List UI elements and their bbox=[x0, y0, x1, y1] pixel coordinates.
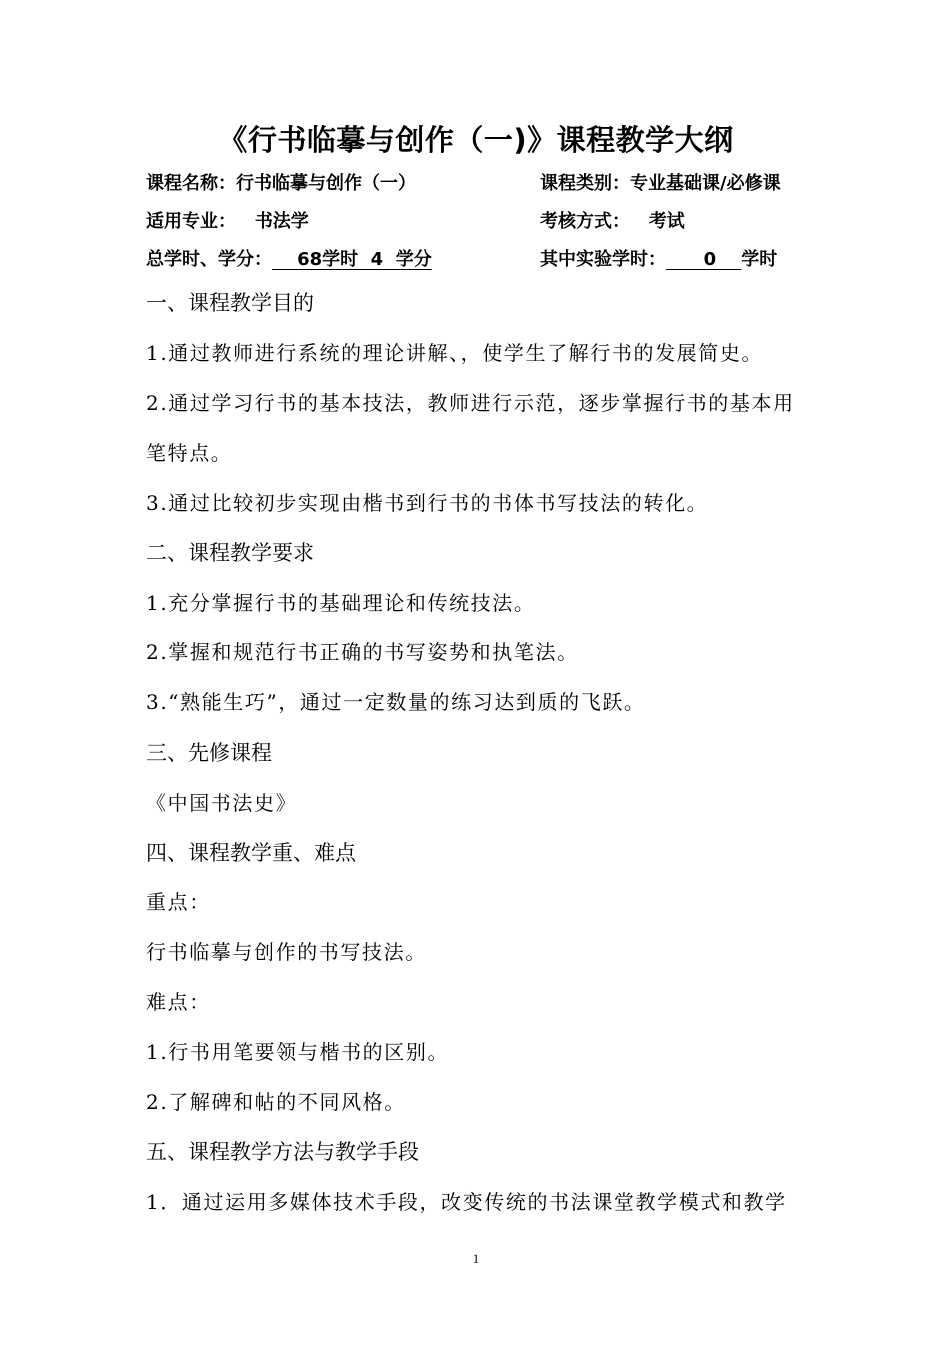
paragraph: 1.通过教师进行系统的理论讲解、，使学生了解行书的发展简史。 bbox=[146, 341, 764, 365]
paragraph: 2.了解碑和帖的不同风格。 bbox=[146, 1090, 406, 1114]
section-heading: 二、课程教学要求 bbox=[146, 541, 314, 565]
paragraph: 1．通过运用多媒体技术手段，改变传统的书法课堂教学模式和教学 bbox=[146, 1190, 787, 1214]
section-heading: 五、课程教学方法与教学手段 bbox=[146, 1140, 419, 1164]
course-name-label: 课程名称： bbox=[146, 173, 236, 194]
lab-hours-row bbox=[540, 246, 777, 274]
course-name-row bbox=[146, 170, 416, 198]
paragraph: 《中国书法史》 bbox=[146, 791, 298, 815]
paragraph: 1.行书用笔要领与楷书的区别。 bbox=[146, 1040, 450, 1064]
section-heading: 一、课程教学目的 bbox=[146, 291, 314, 315]
paragraph: 1.充分掌握行书的基础理论和传统技法。 bbox=[146, 591, 536, 615]
course-type-value: 专业基础课/必修课 bbox=[630, 173, 781, 194]
major-value: 书法学 bbox=[254, 211, 309, 232]
section-heading: 四、课程教学重、难点 bbox=[146, 841, 356, 865]
exam-label: 考核方式： bbox=[540, 211, 630, 232]
lab-hours-value: 0 bbox=[666, 249, 742, 270]
major-label: 适用专业： bbox=[146, 211, 236, 232]
paragraph: 重点： bbox=[146, 890, 211, 914]
paragraph: 2.掌握和规范行书正确的书写姿势和执笔法。 bbox=[146, 640, 579, 664]
major-row bbox=[146, 208, 309, 236]
lab-hours-label: 其中实验学时： bbox=[540, 249, 666, 270]
section-heading: 三、先修课程 bbox=[146, 741, 272, 765]
document-title: 《行书临摹与创作（一)》课程教学大纲 bbox=[218, 123, 734, 157]
paragraph: 难点： bbox=[146, 990, 211, 1014]
exam-row bbox=[540, 208, 685, 236]
paragraph: 行书临摹与创作的书写技法。 bbox=[146, 940, 427, 964]
course-type-label: 课程类别： bbox=[540, 173, 630, 194]
paragraph: 3.“熟能生巧”，通过一定数量的练习达到质的飞跃。 bbox=[146, 690, 646, 714]
hours-label: 总学时、学分： bbox=[146, 249, 272, 270]
course-type-row bbox=[540, 170, 781, 198]
paragraph: 3.通过比较初步实现由楷书到行书的书体书写技法的转化。 bbox=[146, 491, 709, 515]
exam-value: 考试 bbox=[648, 211, 685, 232]
page-number: 1 bbox=[472, 1251, 480, 1266]
paragraph: 2.通过学习行书的基本技法，教师进行示范，逐步掌握行书的基本用 bbox=[146, 391, 795, 415]
lab-hours-unit: 学时 bbox=[741, 249, 778, 270]
hours-value: 68学时 4 学分 bbox=[272, 249, 432, 270]
hours-row bbox=[146, 246, 432, 274]
course-name-value: 行书临摹与创作（一） bbox=[236, 173, 416, 194]
paragraph: 笔特点。 bbox=[146, 441, 233, 465]
